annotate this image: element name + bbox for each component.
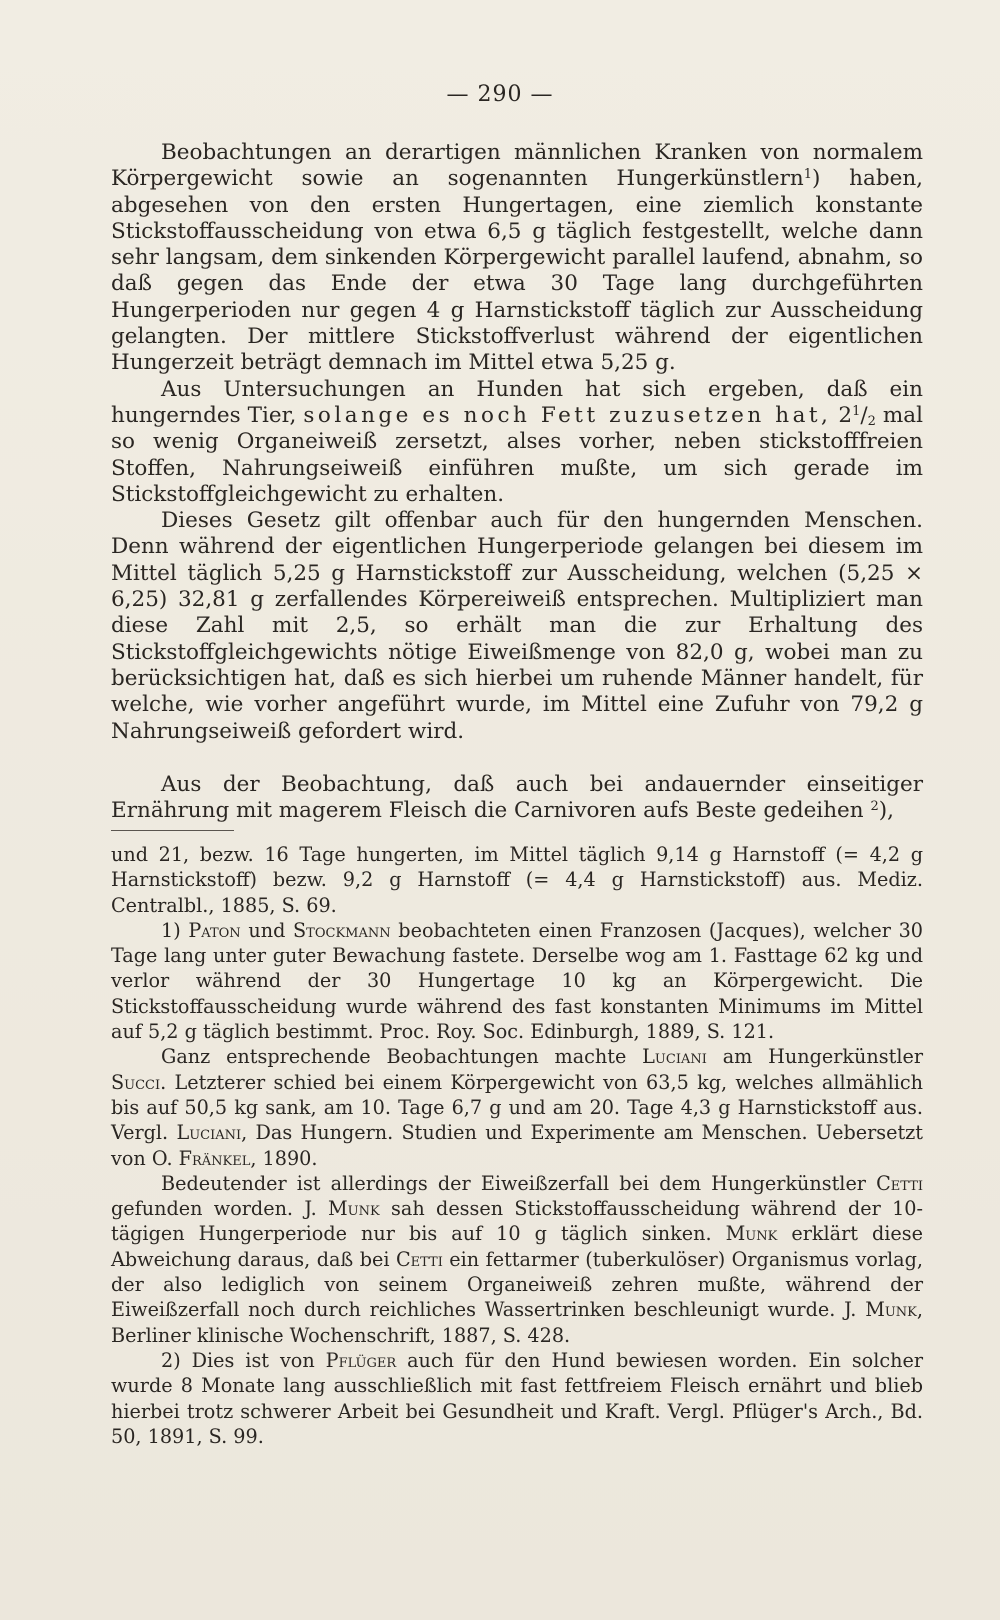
paragraph-2 — [111, 377, 923, 508]
paragraph-1-text-b: ) haben, abgesehen von den ersten Hungertagen, eine ziemlich konstante Stickstoffausscheidung von etwa 6,5 g täglich festgestellt, welche dann sehr langsam, dem sinkenden Körpergewicht parallel laufend, abnahm, so daß gegen das Ende der etwa 30 Tage lang durchgeführten Hungerperioden nur gegen 4 g Harnstickstoff täglich zur Ausscheidung gelangten. Der mittlere Stickstoffverlust während der eigentlichen Hungerzeit beträgt demnach im Mittel etwa 5,25 g. — [111, 166, 923, 376]
footnote-text: auch für den Hund bewiesen worden. Ein solcher wurde 8 Monate lang ausschließlich mit fast fettfreiem Fleisch ernährt und blieb hierbei trotz schwerer Arbeit bei Gesundheit und Kraft. Vergl. Pflüger's Arch., Bd. 50, 1891, S. 99. — [111, 1348, 923, 1448]
footnote-text: am Hungerkünstler — [706, 1045, 923, 1069]
footnote-2-marker: 2) Dies ist von — [161, 1348, 326, 1372]
paragraph-4 — [111, 772, 923, 825]
footnote-1-para-2 — [111, 1044, 923, 1170]
footnote-ref-2[interactable]: 2 — [870, 799, 879, 815]
author-name: Stockmann — [293, 918, 391, 942]
footnote-1-para-3 — [111, 1171, 923, 1348]
author-name: Cetti — [876, 1171, 923, 1195]
footnote-text: und — [240, 918, 294, 942]
footnote-divider — [111, 830, 234, 831]
footnotes — [111, 842, 923, 1449]
paragraph-3: Dieses Gesetz gilt offenbar auch für den hungernden Menschen. Denn während der eigentlichen Hungerperiode gelangen bei diesem im Mittel täglich 5,25 g Harnstickstoff zur Ausscheidung, welchen (5,25 × 6,25) 32,81 g zerfallendes Körpereiweiß entsprechen. Multipliziert man diese Zahl mit 2,5, so erhält man die zur Erhaltung des Stickstoffgleichgewichts nötige Eiweißmenge von 82,0 g, wobei man zu berücksichtigen hat, daß es sich hierbei um ruhende Männer handelt, für welche, wie vorher angeführt wurde, im Mittel eine Zufuhr von 79,2 g Nahrungseiweiß gefordert wird. — [111, 508, 923, 744]
footnote-2 — [111, 1348, 923, 1449]
author-name: Munk — [328, 1197, 380, 1221]
footnote-ref-1[interactable]: 1 — [803, 167, 813, 183]
paragraph-1-text: Beobachtungen an derartigen männlichen Kranken von normalem Körpergewicht sowie an sogenannten Hungerkünstlern — [111, 140, 923, 192]
footnote-text: , Berliner klinische Wochenschrift, 1887, S. 428. — [111, 1298, 923, 1347]
footnote-text: , Das Hungern. Studien und Experimente am Menschen. Uebersetzt von O. — [111, 1121, 923, 1170]
page-number: — 290 — — [446, 82, 554, 107]
author-name: Fränkel — [178, 1146, 251, 1170]
author-name: Luciani — [642, 1045, 707, 1069]
footnote-1-marker: 1) — [161, 918, 189, 942]
footnote-text: erklärt diese Abweichung daraus, daß bei — [111, 1222, 923, 1271]
paragraph-2-text: Aus Untersuchungen an Hunden hat sich ergeben, daß ein hungerndes Tier, — [111, 376, 923, 428]
footnote-text: , 1890. — [250, 1146, 318, 1170]
footnote-text: ein fettarmer (tuberkulöser) Organismus vorlag, der also lediglich von seinem Organeiweiß zehren mußte, während der Eiweißzerfall noch durch reichliches Wassertrinken beschleunigt wurde. J. — [111, 1247, 923, 1322]
footnote-text: beobachteten einen Franzosen (Jacques), welcher 30 Tage lang unter guter Bewachung fastete. Derselbe wog am 1. Fasttage 62 kg und verlor während der 30 Hungertage 10 kg an Körpergewicht. Die Stickstoffausscheidung wurde während des fast konstanten Minimums im Mittel auf 5,2 g täglich bestimmt. Proc. Roy. Soc. Edinburgh, 1889, S. 121. — [111, 918, 923, 1044]
author-name: Cetti — [395, 1247, 443, 1271]
footnote-text: sah dessen Stickstoffausscheidung während der 10-tägigen Hungerperiode nur bis auf 10 g täglich sinken. — [111, 1197, 923, 1246]
author-name: Munk — [725, 1222, 778, 1246]
paragraph-4-text-b: ), — [878, 798, 894, 824]
emphasized-text: solange es noch Fett zuzusetzen hat, — [303, 402, 832, 428]
author-name: Paton — [188, 918, 241, 942]
author-name: Munk — [865, 1298, 917, 1322]
fraction-numerator: 1 — [852, 403, 861, 419]
footnote-text: Ganz entsprechende Beobachtungen machte — [161, 1045, 643, 1069]
footnote-text: gefunden worden. J. — [111, 1197, 329, 1221]
main-text — [111, 140, 923, 824]
footnote-continued: und 21, bezw. 16 Tage hungerten, im Mittel täglich 9,14 g Harnstoff (= 4,2 g Harnstickstoff) bezw. 9,2 g Harnstoff (= 4,4 g Harnstickstoff) aus. Mediz. Centralbl., 1885, S. 69. — [111, 843, 923, 917]
paragraph-1 — [111, 140, 923, 377]
footnote-1 — [111, 918, 923, 1044]
fraction: $2^1/_2$ — [838, 402, 876, 429]
author-name: Luciani — [176, 1121, 242, 1145]
fraction-denominator: 2 — [867, 413, 876, 429]
paragraph-2-text-b: mal so wenig Organeiweiß zersetzt, alses vorher, neben stickstofffreien Stoffen, Nahrungseiweiß einführen mußte, um sich gerade im Stickstoffgleichgewicht zu erhalten. — [111, 402, 923, 507]
paragraph-4-text: Aus der Beobachtung, daß auch bei andauernder einseitiger Ernährung mit magerem Fleisch die Carnivoren aufs Beste gedeihen — [111, 771, 923, 824]
author-name: Pflüger — [325, 1348, 397, 1372]
footnote-text: . Letzterer schied bei einem Körpergewicht von 63,5 kg, welches allmählich bis auf 50,5 kg sank, am 10. Tage 6,7 g und am 20. Tage 4,3 g Harnstickstoff aus. Vergl. — [111, 1070, 923, 1145]
footnote-text: Bedeutender ist allerdings der Eiweißzerfall bei dem Hungerkünstler — [161, 1171, 877, 1195]
author-name: Succi — [111, 1070, 161, 1094]
fraction-whole: 2 — [838, 402, 853, 428]
